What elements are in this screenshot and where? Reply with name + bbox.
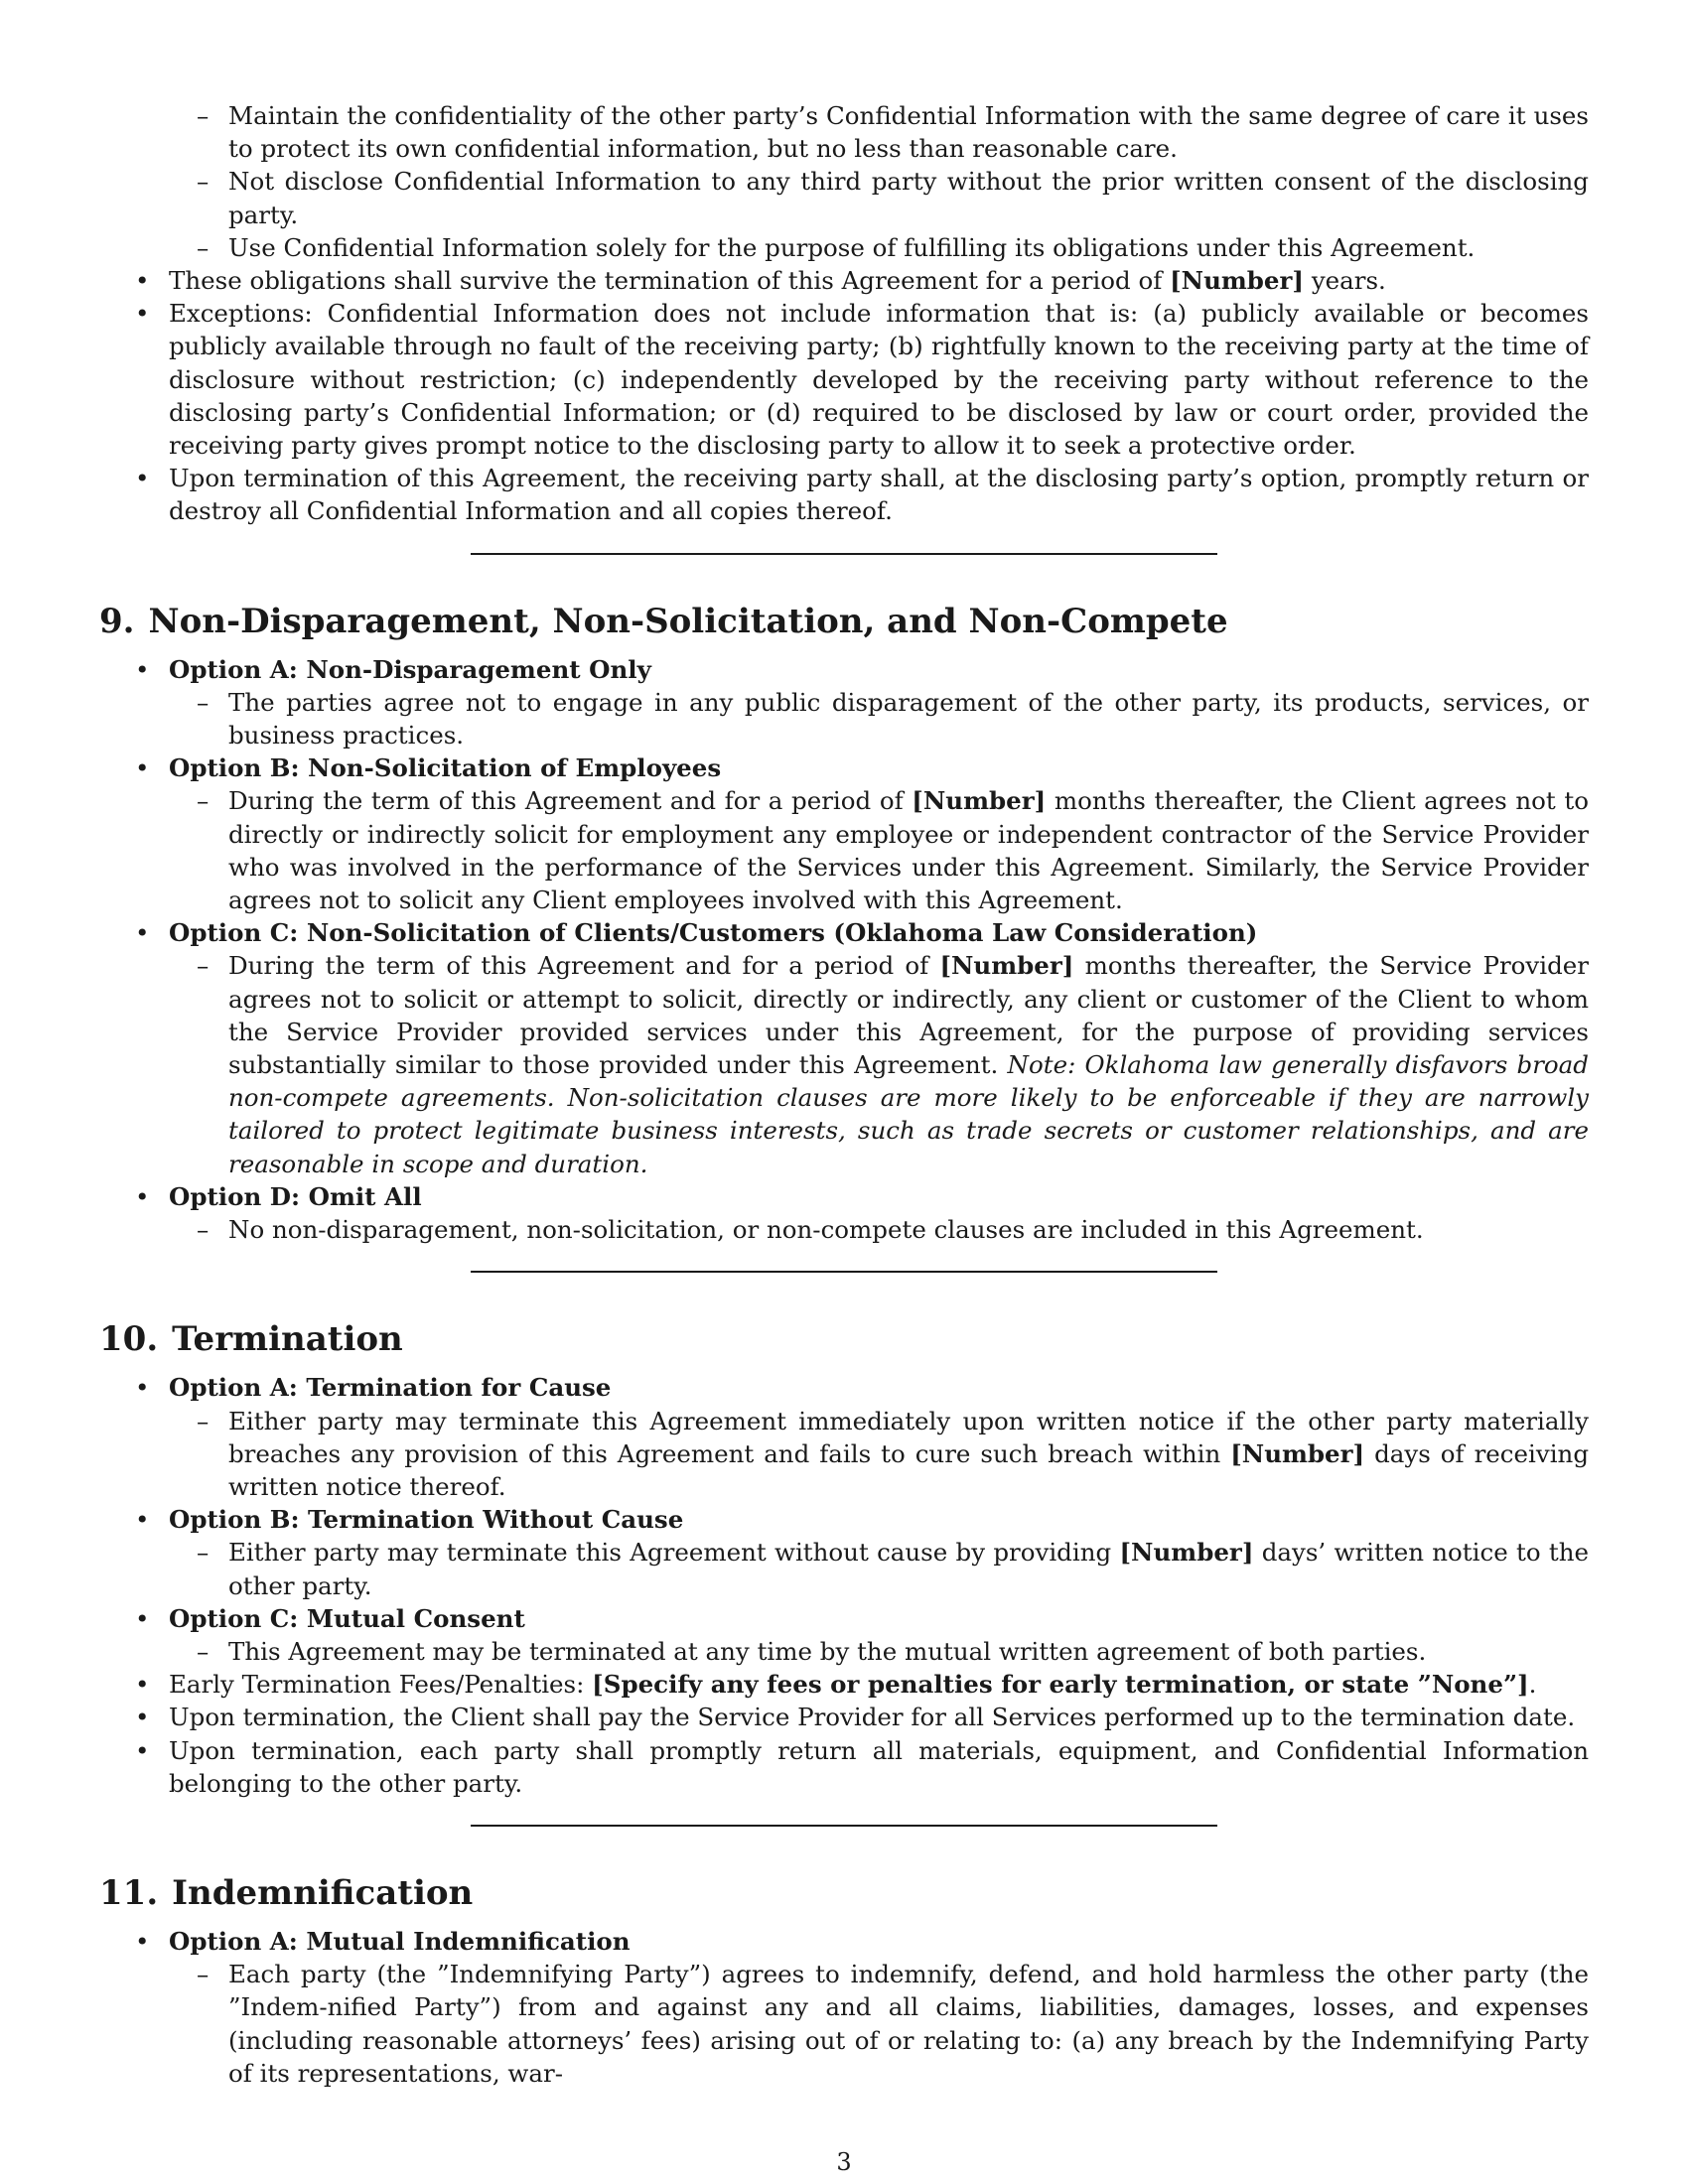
- section-number: 10.: [99, 1319, 159, 1360]
- survival-text: These obligations shall survive the termination of this Agreement for a period of: [169, 266, 1171, 296]
- placeholder-number: [Number]: [1119, 1538, 1254, 1568]
- page-number: 3: [836, 2148, 852, 2176]
- document-page: [99, 99, 1589, 2090]
- exceptions-clause: • Exceptions: Confidential Information does not include information that is: (a) publicly available or becomes publicly available through no fault of the receiving party; (b) rightfully known to the receiving party at the time of disclosure without restriction; (c) independently developed by the receiving party without reference to the disclosing party’s Confidential Information; or (d) required to be disclosed by law or court order, provided the receiving party gives prompt notice to the disclosing party to allow it to seek a protective order.: [99, 297, 1589, 462]
- placeholder-number: [Number]: [939, 951, 1074, 981]
- section-11-options: [99, 1925, 1589, 2090]
- section-number: 9.: [99, 601, 135, 641]
- option-d-text: – No non-disparagement, non-solicitation, or non-compete clauses are included in this Agreement.: [99, 1213, 1589, 1246]
- section-heading-11: [99, 1873, 1589, 1913]
- section-divider: [471, 1271, 1217, 1273]
- obligation-item: – Not disclose Confidential Information to any third party without the prior written consent of the disclosing party.: [99, 165, 1589, 230]
- section-title: Termination: [172, 1319, 403, 1360]
- option-c-heading: [99, 1602, 1589, 1635]
- oklahoma-law-note: Note: Oklahoma law generally disfavors broad non-compete agreements. Non-solicitation clauses are more likely to be enforceable if they are narrowly tailored to protect legitimate business interests, such as trade secrets or customer relationships, and are reasonable in scope and duration.: [228, 1050, 1589, 1178]
- section-divider: [471, 553, 1217, 555]
- option-title: Option C: Mutual Consent: [169, 1603, 525, 1633]
- obligation-item: – Use Confidential Information solely for the purpose of fulfilling its obligations under this Agreement.: [99, 231, 1589, 264]
- text: During the term of this Agreement and for a period of: [228, 951, 940, 981]
- section-title: Indemnification: [172, 1872, 474, 1913]
- section-heading-10: [99, 1319, 1589, 1359]
- placeholder-number: [Number]: [1230, 1438, 1365, 1468]
- placeholder-number: [Number]: [1170, 266, 1305, 296]
- section-title: Non-Disparagement, Non-Solicitation, and Non-Compete: [148, 601, 1228, 641]
- text: days’ written notice to the other party.: [228, 1538, 1589, 1600]
- survival-clause: [99, 264, 1589, 297]
- text: days of receiving written notice thereof.: [228, 1438, 1590, 1501]
- option-d-heading: [99, 1180, 1589, 1213]
- text: months thereafter, the Client agrees not to directly or indirectly solicit for employment any employee or independent contractor of the Service Provider who was involved in the performance of the Services under this Agreement. Similarly, the Service Provider agrees not to solicit any Client employees involved with this Agreement.: [228, 786, 1589, 915]
- option-a-heading: [99, 1925, 1589, 1958]
- text: During the term of this Agreement and for a period of: [228, 786, 913, 816]
- option-title: Option B: Non-Solicitation of Employees: [169, 753, 722, 783]
- option-c-text: [99, 949, 1589, 1179]
- option-title: Option A: Mutual Indemnification: [169, 1926, 631, 1956]
- placeholder-number: [Number]: [912, 786, 1047, 816]
- option-a-heading: [99, 1371, 1589, 1404]
- text: months thereafter, the Service Provider agrees not to solicit or attempt to solicit, directly or indirectly, any client or customer of the Client to whom the Service Provider provided services under this Agreement, for the purpose of providing services substantially similar to those provided under this Agreement.: [228, 951, 1589, 1080]
- option-c-text: – This Agreement may be terminated at any time by the mutual written agreement of both parties.: [99, 1635, 1589, 1668]
- option-a-text: – The parties agree not to engage in any public disparagement of the other party, its products, services, or business practices.: [99, 686, 1589, 751]
- obligation-item: – Maintain the confidentiality of the other party’s Confidential Information with the same degree of care it uses to protect its own confidential information, but no less than reasonable care.: [99, 99, 1589, 165]
- option-a-heading: [99, 653, 1589, 686]
- option-b-text: [99, 1536, 1589, 1601]
- return-materials-clause: • Upon termination, each party shall promptly return all materials, equipment, and Confidential Information belonging to the other party.: [99, 1734, 1589, 1800]
- payment-clause: • Upon termination, the Client shall pay the Service Provider for all Services performed up to the termination date.: [99, 1701, 1589, 1733]
- option-b-heading: [99, 751, 1589, 784]
- option-title: Option B: Termination Without Cause: [169, 1505, 684, 1535]
- section-10-options: [99, 1371, 1589, 1800]
- option-title: Option D: Omit All: [169, 1181, 422, 1211]
- section-divider: [471, 1825, 1217, 1827]
- option-title: Option C: Non-Solicitation of Clients/Customers (Oklahoma Law Consideration): [169, 918, 1258, 948]
- return-clause: • Upon termination of this Agreement, the receiving party shall, at the disclosing party’s option, promptly return or destroy all Confidential Information and all copies thereof.: [99, 462, 1589, 527]
- text: Either party may terminate this Agreement immediately upon written notice if the other party materially breaches any provision of this Agreement and fails to cure such breach within: [228, 1406, 1589, 1468]
- fees-placeholder: [Specify any fees or penalties for early termination, or state ”None”]: [592, 1670, 1529, 1700]
- option-title: Option A: Non-Disparagement Only: [169, 654, 651, 684]
- text: Either party may terminate this Agreement without cause by providing: [228, 1538, 1120, 1568]
- option-a-text: – Each party (the ”Indemnifying Party”) agrees to indemnify, defend, and hold harmless the other party (the ”Indem-nified Party”) from and against any and all claims, liabilities, damages, losses, and expenses (including reasonable attorneys’ fees) arising out of or relating to: (a) any breach by the Indemnifying Party of its representations, war-: [99, 1958, 1589, 2090]
- option-c-heading: [99, 916, 1589, 949]
- text: Early Termination Fees/Penalties:: [169, 1670, 593, 1700]
- text: .: [1528, 1670, 1537, 1700]
- option-title: Option A: Termination for Cause: [169, 1373, 612, 1403]
- section-heading-9: [99, 602, 1589, 641]
- section-9-options: [99, 653, 1589, 1247]
- option-a-text: [99, 1405, 1589, 1504]
- survival-text-end: years.: [1304, 266, 1386, 296]
- section-number: 11.: [99, 1872, 159, 1913]
- option-b-text: [99, 784, 1589, 916]
- confidentiality-obligations-list: [99, 99, 1589, 528]
- option-b-heading: [99, 1503, 1589, 1536]
- early-termination-fees: [99, 1668, 1589, 1701]
